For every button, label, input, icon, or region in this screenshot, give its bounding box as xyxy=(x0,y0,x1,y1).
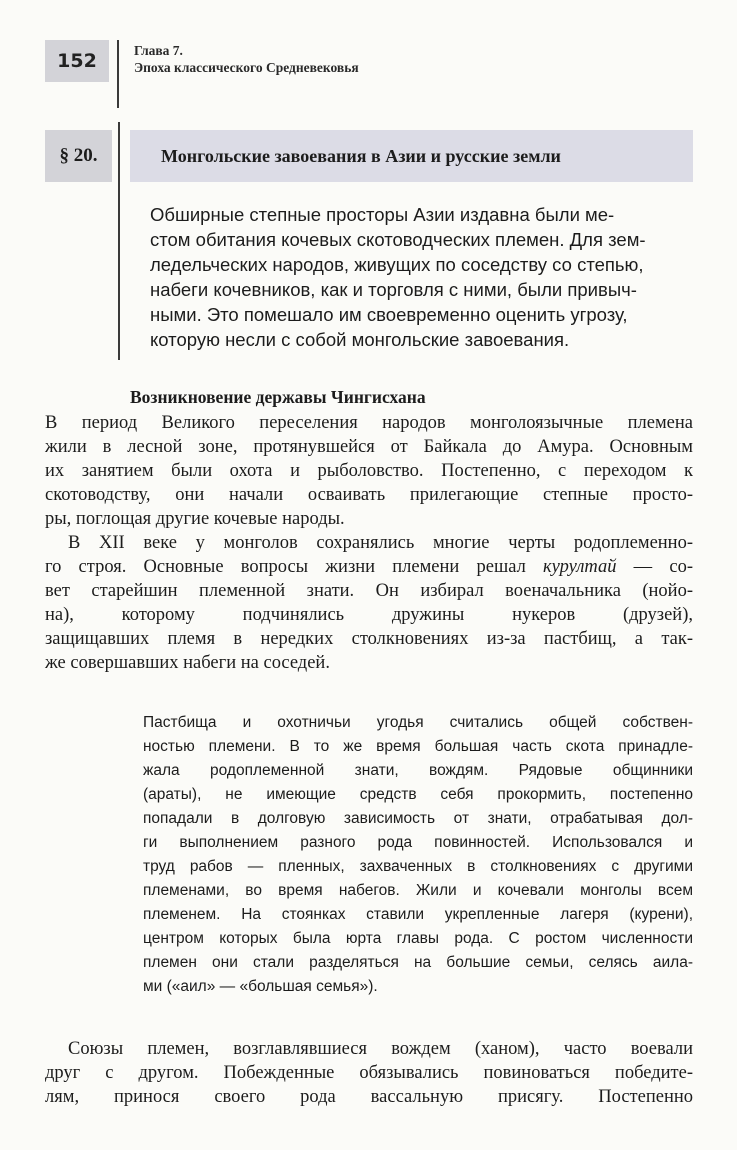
paragraph2-line xyxy=(45,555,693,579)
paragraph1-line: скотоводству, они начали осваивать прилегающие степные просто- xyxy=(45,485,693,505)
paragraph2-line: же совершавших набеги на соседей. xyxy=(45,653,330,673)
paragraph3-line: лям, принося своего рода вассальную присягу. Постепенно xyxy=(45,1087,693,1107)
note-line: жала родоплеменной знати, вождям. Рядовые общинники xyxy=(143,762,693,779)
paragraph2-line: защищавших племя в нередких столкновениях из-за пастбищ, а так- xyxy=(45,629,693,649)
paragraph1-line: их занятием были охота и рыболовство. Постепенно, с переходом к xyxy=(45,461,693,481)
paragraph1-line: жили в лесной зоне, протянувшейся от Байкала до Амура. Основным xyxy=(45,437,693,457)
note-line: (араты), не имеющие средств себя прокормить, постепенно xyxy=(143,786,693,803)
section-divider xyxy=(118,122,120,360)
paragraph2-text: — со- xyxy=(616,557,693,577)
section-title-bar xyxy=(130,130,693,182)
intro-line: стом обитания кочевых скотоводческих племен. Для зем- xyxy=(150,229,646,250)
note-line: племен они стали разделяться на большие семьи, селясь аила- xyxy=(143,954,693,971)
page-number: 152 xyxy=(45,40,109,82)
intro-line: ледельческих народов, живущих по соседству со степью, xyxy=(150,254,644,275)
intro-line: которую несли с собой монгольские завоевания. xyxy=(150,329,570,350)
note-line: попадали в долговую зависимость от знати, отрабатывая дол- xyxy=(143,810,693,827)
term-kurultai: курултай xyxy=(543,557,617,577)
intro-line: Обширные степные просторы Азии издавна были ме- xyxy=(150,204,615,225)
paragraph2-line: на), которому подчинялись дружины нукеров (друзей), xyxy=(45,605,693,625)
paragraph1-line: В период Великого переселения народов монголоязычные племена xyxy=(45,413,693,433)
note-line: ми («аил» — «большая семья»). xyxy=(143,978,378,995)
paragraph3-line: Союзы племен, возглавлявшиеся вождем (ханом), часто воевали xyxy=(68,1039,693,1059)
paragraph2-text: го строя. Основные вопросы жизни племени решал xyxy=(45,557,543,577)
subheading: Возникновение державы Чингисхана xyxy=(130,387,426,407)
intro-line: ными. Это помешало им своевременно оценить угрозу, xyxy=(150,304,628,325)
section-number: § 20. xyxy=(45,130,112,182)
note-line: племенем. На стоянках ставили укрепленные лагеря (курени), xyxy=(143,906,693,923)
section-title: Монгольские завоевания в Азии и русские земли xyxy=(161,146,561,166)
note-line: Пастбища и охотничьи угодья считались общей собствен- xyxy=(143,714,693,731)
note-line: племенами, во время набегов. Жили и кочевали монголы всем xyxy=(143,882,693,899)
paragraph1-line: ры, поглощая другие кочевые народы. xyxy=(45,509,345,529)
chapter-label: Глава 7. xyxy=(134,43,183,58)
paragraph2-line: вет старейшин племенной знати. Он избирал военачальника (нойо- xyxy=(45,581,693,601)
intro-line: набеги кочевников, как и торговля с ними, были привыч- xyxy=(150,279,637,300)
note-line: ностью племени. В то же время большая часть скота принадле- xyxy=(143,738,693,755)
note-line: центром которых была юрта главы рода. С ростом численности xyxy=(143,930,693,947)
note-line: труд рабов — пленных, захваченных в столкновениях с другими xyxy=(143,858,693,875)
note-line: ги выполнением разного рода повинностей. Использовался и xyxy=(143,834,693,851)
chapter-title: Эпоха классического Средневековья xyxy=(134,60,359,75)
chapter-heading xyxy=(134,42,359,76)
header-divider xyxy=(117,40,119,108)
paragraph2-line: В XII веке у монголов сохранялись многие черты родоплеменно- xyxy=(68,533,693,553)
paragraph3-line: друг с другом. Побежденные обязывались повиноваться победите- xyxy=(45,1063,693,1083)
